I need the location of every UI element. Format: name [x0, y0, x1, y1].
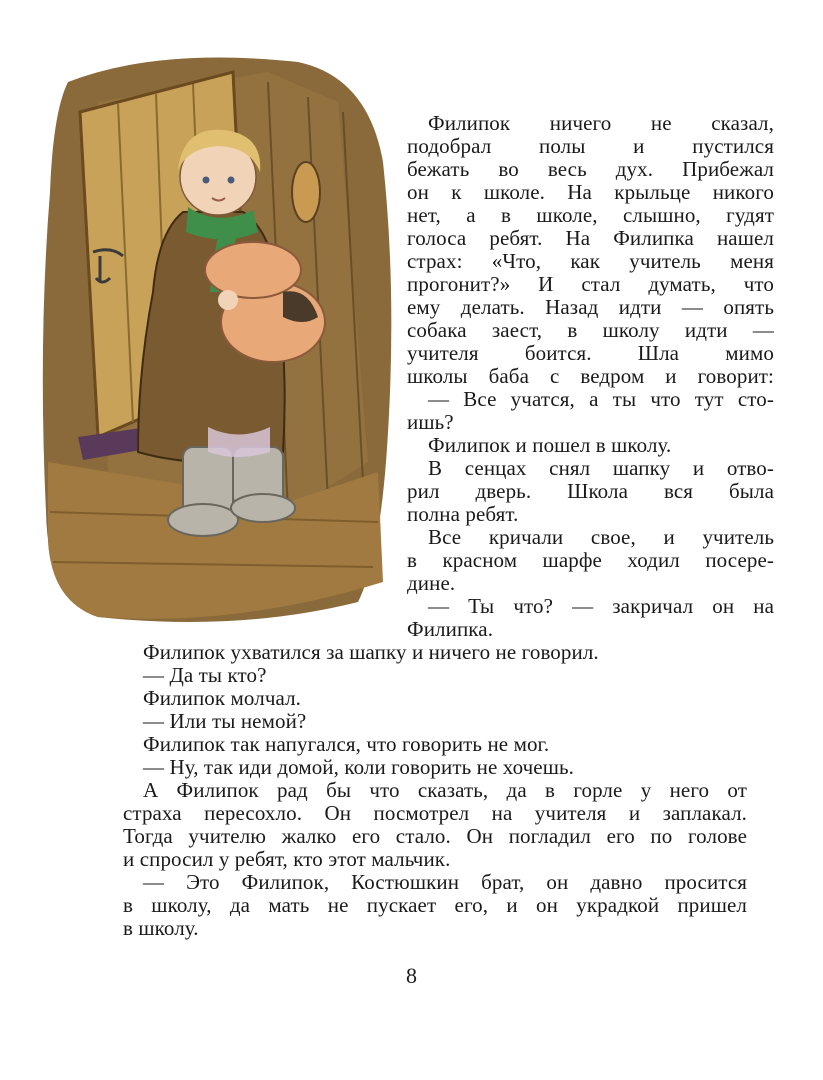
text-line: и спросил у ребят, кто этот мальчик.: [123, 847, 451, 871]
text-line: Все кричали свое, и учитель: [428, 525, 774, 549]
text-line: голоса ребят. На Филипка нашел: [407, 226, 774, 250]
text-line: подобрал полы и пустился: [407, 134, 774, 158]
text-line: — Или ты немой?: [143, 709, 307, 733]
text-line: школы баба с ведром и говорит:: [407, 364, 774, 388]
text-line: Филипок ухватился за шапку и ничего не говорил.: [143, 640, 599, 664]
text-line: Тогда учителю жалко его стало. Он погладил его по голове: [123, 824, 747, 848]
text-line: Филипок так напугался, что говорить не мог.: [143, 732, 550, 756]
text-line: А Филипок рад бы что сказать, да в горле у него от: [143, 778, 747, 802]
text-line: полна ребят.: [407, 502, 519, 526]
text-line: рил дверь. Школа вся была: [407, 479, 774, 503]
text-line: — Это Филипок, Костюшкин брат, он давно просится: [143, 870, 747, 894]
text-line: Филипок молчал.: [143, 686, 302, 710]
text-line: бежать во весь дух. Прибежал: [407, 157, 774, 181]
page-number: 8: [406, 963, 417, 988]
text-line: — Все учатся, а ты что тут сто-: [428, 387, 774, 411]
text-line: нет, а в школе, слышно, гудят: [407, 203, 774, 227]
text-line: — Да ты кто?: [143, 663, 267, 687]
text-line: в красном шарфе ходил посере-: [407, 548, 774, 572]
text-line: ишь?: [407, 410, 454, 434]
text-line: прогонит?» И стал думать, что: [407, 272, 774, 296]
text-line: Филипка.: [407, 617, 494, 641]
text-line: Филипок и пошел в школу.: [428, 433, 672, 457]
text-line: страха пересохло. Он посмотрел на учителя и заплакал.: [123, 801, 747, 825]
boy-at-school-door-illustration: [38, 42, 398, 627]
text-line: в школу.: [123, 916, 199, 940]
text-line: страх: «Что, как учитель меня: [407, 249, 774, 273]
text-line: в школу, да мать не пускает его, и он украдкой пришел: [123, 893, 747, 917]
text-line: дине.: [407, 571, 456, 595]
text-line: он к школе. На крыльце никого: [407, 180, 774, 204]
text-line: — Ты что? — закричал он на: [428, 594, 774, 618]
text-line: Филипок ничего не сказал,: [428, 111, 774, 135]
text-line: ему делать. Назад идти — опять: [407, 295, 774, 319]
text-line: — Ну, так иди домой, коли говорить не хочешь.: [143, 755, 575, 779]
text-line: учителя боится. Шла мимо: [407, 341, 774, 365]
text-line: собака заест, в школу идти —: [407, 318, 774, 342]
text-line: В сенцах снял шапку и отво-: [428, 456, 774, 480]
